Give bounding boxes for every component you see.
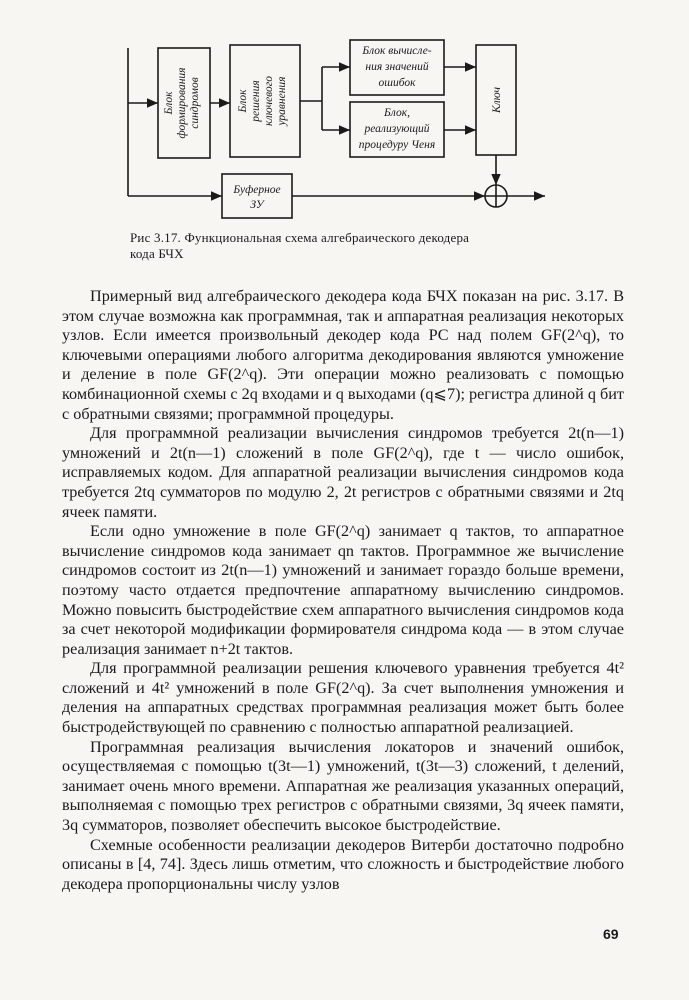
paragraph-1: Примерный вид алгебраического декодера кода БЧХ показан на рис. 3.17. В этом случае возможна как программная, так и аппаратная реализация некоторых узлов. Если имеется произвольный декодер кода РС над полем GF(2^q), то ключевыми операциями любого алгоритма декодирования являются умножение и деление в поле GF(2^q). Эти операции можно реализовать с помощью комбинационной схемы с 2q входами и q выходами (q⩽7); регистра длиной q бит с обратными связями; программной процедуры. — [62, 287, 624, 423]
key-eq-label-1: Блок — [237, 89, 249, 113]
key-eq-label-2: решения — [250, 80, 262, 122]
buffer-label-1: Буферное — [233, 184, 281, 196]
syndrome-label-2: формирования — [176, 67, 188, 139]
paragraph-6: Схемные особенности реализации декодеров Витерби достаточно подробно описаны в [4, 74]. Здесь лишь отметим, что сложность и быстродействие любого декодера пропорциональны числу узлов — [62, 835, 624, 893]
paragraph-3: Если одно умножение в поле GF(2^q) занимает q тактов, то аппаратное вычисление синдромов кода занимает qn тактов. Программное же вычисление синдромов состоит из 2t(n—1) умножений и занимает гораздо больше времени, поэтому часто отдается предпочтение аппаратному вычислению синдромов. Можно повысить быстродействие схем аппаратного вычисления синдромов кода за счет некоторой модификации формирователя синдрома кода — в этом случае реализация занимает n+2t тактов. — [62, 522, 624, 658]
error-values-label-1: Блок вычисле- — [362, 45, 432, 57]
chien-label-1: Блок, — [384, 107, 410, 119]
decoder-block-diagram — [0, 0, 689, 235]
paragraph-2: Для программной реализации вычисления синдромов требуется 2t(n—1) умножений и 2t(n—1) сложений в поле GF(2^q), где t — число ошибок, исправляемых кодом. Для аппаратной реализации вычисления синдромов кода требуется 2tq сумматоров по модулю 2, 2t регистров с обратными связями и 2tq ячеек памяти. — [62, 424, 624, 521]
key-eq-label-4: уравнения — [276, 76, 288, 126]
chien-label-3: процедуру Ченя — [358, 139, 436, 151]
syndrome-label-1: Блок — [163, 91, 175, 115]
key-label: Ключ — [491, 86, 503, 114]
figure-caption — [130, 230, 570, 262]
buffer-label-2: ЗУ — [250, 199, 264, 211]
error-values-label-3: ошибок — [378, 77, 416, 89]
paragraph-4: Для программной реализации решения ключевого уравнения требуется 4t² сложений и 4t² умножений в поле GF(2^q). За счет выполнения умножения и деления на аппаратных средствах программная реализация может быть более быстродействующей по сравнению с полностью аппаратной реализацией. — [62, 659, 624, 737]
body-text — [62, 287, 624, 894]
chien-label-2: реализующий — [364, 123, 430, 135]
page-number: 69 — [603, 926, 619, 942]
caption-line-1: Рис 3.17. Функциональная схема алгебраического декодера — [130, 230, 470, 245]
block-buffer — [222, 174, 292, 218]
key-eq-label-3: ключевого — [263, 76, 275, 126]
caption-line-2: кода БЧХ — [130, 246, 184, 261]
error-values-label-2: ния значений — [365, 61, 429, 73]
syndrome-label-3: синдромов — [189, 77, 201, 129]
paragraph-5: Программная реализация вычисления локаторов и значений ошибок, осуществляемая с помощью t(3t—1) умножений, t(3t—3) сложений, t делений, занимает очень много времени. Аппаратная же реализация указанных операций, выполняемая с помощью трех регистров с обратными связями, 3q ячеек памяти, 3q сумматоров, позволяет обеспечить высокое быстродействие. — [62, 737, 624, 835]
